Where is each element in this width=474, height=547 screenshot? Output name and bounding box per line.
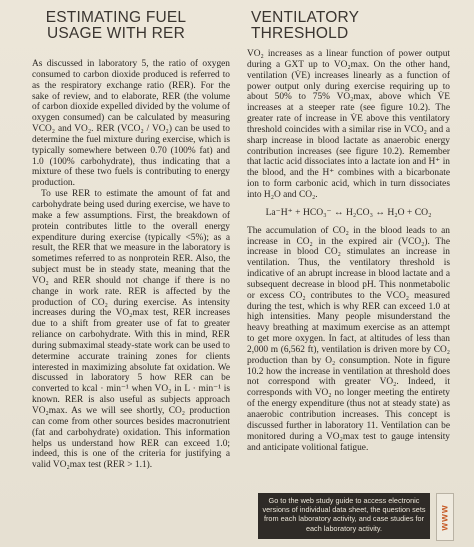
title-line-2: USAGE WITH RER [46, 24, 185, 42]
www-badge-label: www [439, 503, 451, 531]
web-study-guide-text: Go to the web study guide to access electronic versions of individual data sheet, the question sets from each laboratory activity, and case studies for each laboratory activity. [262, 496, 426, 533]
paragraph-rer-intro: As discussed in laboratory 5, the ratio of oxygen consumed to carbon dioxide produced is referred to as the respiratory exchange ratio (RER). For the sake of review, and to elaborate, RER (the volume of carbon dioxide expelled divided by the volume of oxygen consumed) can be calculated by measuring VCO₂ and VO₂. RER (VCO₂ / VO₂) can be used to determine the fuel mixture during exercise, which is typically somewhere between 0.70 (100% fat) and 1.0 (100% carbohydrate), thus indicating that a mixture of these two fuels is contributing to energy production. [32, 59, 230, 189]
right-body [247, 49, 450, 453]
section-title-fuel-usage [36, 0, 196, 41]
left-column [32, 0, 230, 471]
title-line-1: ESTIMATING FUEL [45, 9, 187, 26]
bicarbonate-equation: La⁻H⁺ + HCO₃⁻ ↔ H₂CO₃ ↔ H₂O + CO₂ [265, 206, 432, 218]
web-study-guide-box [258, 493, 430, 539]
paragraph-co2-accumulation: The accumulation of CO₂ in the blood leads to an increase in CO₂ in the expired air (VCO₂). The increase in blood CO₂ stimulates an increase in ventilation. Thus, the ventilatory threshold is indicative of an abrupt increase in blood lactate and a subsequent decrease in blood pH. This nonmetabolic or excess CO₂ contributes to the VCO₂ measured during the test, which is why RER can exceed 1.0 at high intensities. Many people misunderstand the heavy breathing at maximum exercise as an attempt to get more oxygen. In fact, at altitudes of less than 2,000 m (6,562 ft), ventilation is driven more by CO₂ production than by O₂ consumption. Note in figure 10.2 how the increase in ventilation at threshold does not correspond with greater VO₂. Indeed, it corresponds with VO₂ no longer meeting the entirety of the energy expenditure (thus not at steady state) as anaerobic contribution increases. This concept is discussed further in laboratory 11. Ventilation can be monitored during a VO₂max test to gauge intensity and anticipate volitional fatigue. [247, 225, 450, 453]
paragraph-rer-assumptions: To use RER to estimate the amount of fat and carbohydrate being used during exercise, we have to make a few assumptions. First, the breakdown of protein contributes little to the overall energy expenditure during exercise (typically <5%); as a result, the RER that we measure in the laboratory is sometimes referred to as nonprotein RER. Also, the subject must be in steady state, meaning that the VO₂ and RER should not change if there is no change in work rate. RER is affected by the production of CO₂ during exercise. As intensity increases during the VO₂max test, RER increases due to a shift from greater use of fat to greater reliance on carbohydrate. With this in mind, RER during submaximal steady-state work can be used to determine accurate training zones for clients interested in maximizing absolute fat oxidation. We discussed in laboratory 5 how RER can be converted to kcal · min⁻¹ when VO₂ in L · min⁻¹ is known. RER is also useful as subjects approach VO₂max. As we will see shortly, CO₂ production can come from other sources besides macronutrient (fat and carbohydrate) oxidation. This information helps us understand how RER can exceed 1.0; indeed, this is one of the criteria for justifying a valid VO₂max test (RER > 1.1). [32, 189, 230, 471]
paragraph-ventilation-intro: VO₂ increases as a linear function of power output during a GXT up to VO₂max. On the other hand, ventilation (V̇E) increases linearly as a function of power output only during exercise requiring up to about 50% to 75% VO₂max, above which V̇E increases at a steeper rate (see figure 10.2). The greater rate of increase in V̇E above this ventilatory threshold coincides with a similar rise in VCO₂ and a sharp increase in blood lactate as anaerobic energy contribution increases (see figure 10.2). Remember that lactic acid dissociates into a lactate ion and H⁺ in the blood, and the H⁺ combines with a bicarbonate ion to form carbonic acid, which in turn dissociates into H₂O and CO₂. [247, 49, 450, 200]
section-title-ventilatory-threshold: VENTILATORY THRESHOLD [251, 9, 359, 42]
www-badge-icon [436, 493, 454, 541]
right-column [247, 0, 450, 453]
left-body [32, 59, 230, 471]
